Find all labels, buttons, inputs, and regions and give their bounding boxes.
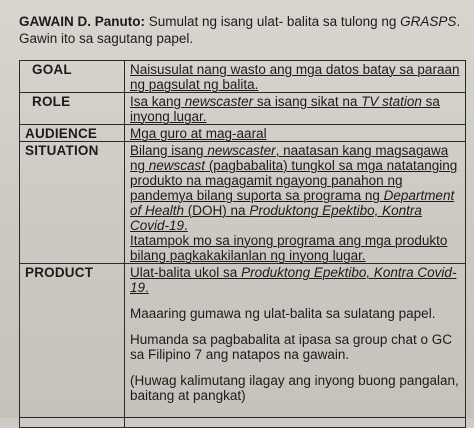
audience-text bbox=[125, 125, 466, 142]
row-product bbox=[20, 264, 466, 418]
label-situation: SITUATION bbox=[20, 142, 125, 264]
label-audience: AUDIENCE bbox=[20, 125, 125, 142]
instruction-title: GAWAIN D. Panuto: bbox=[19, 14, 145, 29]
product-text bbox=[125, 264, 466, 418]
situation-doh: Department of Health bbox=[130, 188, 455, 218]
row-next bbox=[20, 418, 466, 428]
row-role bbox=[20, 93, 466, 125]
product-paragraph-4: (Huwag kalimutang ilagay ang inyong buong pangalan, baitang at pangkat) bbox=[130, 373, 459, 403]
situation-paragraph-1 bbox=[130, 143, 461, 233]
row-audience bbox=[20, 125, 466, 142]
situation-paragraph-2: Itatampok mo sa inyong programa ang mga produkto bilang pagkakakilanlan ng inyong lugar. bbox=[130, 233, 448, 263]
situation-product-name: Produktong Epektibo, Kontra Covid-19 bbox=[130, 203, 422, 233]
product-part-1: Ulat-balita ukol sa bbox=[130, 265, 242, 280]
instruction-text-2: . Gawin ito sa sagutang papel. bbox=[19, 14, 461, 46]
product-part-end: . bbox=[145, 280, 149, 295]
situation-newscaster: newscaster bbox=[207, 143, 276, 158]
role-part-2: sa isang sikat na bbox=[253, 94, 362, 109]
situation-part-4: (DOH) na bbox=[184, 203, 250, 218]
audience-value: Mga guro at mag-aaral bbox=[130, 126, 267, 141]
role-text bbox=[125, 93, 466, 125]
situation-part-3: (pagbabalita) tungkol sa mga natatanging produkto na magagamit ngayong panahon ng pandemya bilang suporta sa programa ng bbox=[130, 158, 458, 203]
row-goal bbox=[20, 61, 466, 93]
instruction-grasps: GRASPS bbox=[400, 14, 457, 29]
label-role: ROLE bbox=[20, 93, 125, 125]
label-goal: GOAL bbox=[20, 61, 125, 93]
situation-part-2: , naatasan kang magsagawa ng bbox=[130, 143, 449, 173]
row-situation bbox=[20, 142, 466, 264]
instruction-paragraph bbox=[19, 13, 464, 47]
product-paragraph-2: Maaaring gumawa ng ulat-balita sa sulatang papel. bbox=[130, 306, 436, 321]
product-paragraph-1 bbox=[130, 265, 461, 295]
role-part-1: Isa kang bbox=[130, 94, 185, 109]
role-tv-station: TV station bbox=[361, 94, 422, 109]
instruction-text-1: Sumulat ng isang ulat- balita sa tulong ng bbox=[145, 14, 401, 29]
situation-text bbox=[125, 142, 466, 264]
situation-part-1: Bilang isang bbox=[130, 143, 208, 158]
goal-value: Naisusulat nang wasto ang mga datos batay sa paraan ng pagsulat ng balita. bbox=[130, 62, 460, 92]
role-newscaster: newscaster bbox=[184, 94, 254, 109]
role-part-3: sa inyong lugar. bbox=[130, 94, 440, 124]
situation-newscast: newscast bbox=[148, 158, 206, 173]
label-product: PRODUCT bbox=[20, 264, 125, 418]
situation-part-5: . bbox=[184, 218, 188, 233]
product-name: Produktong Epektibo, Kontra Covid-19 bbox=[130, 265, 457, 295]
goal-text bbox=[125, 61, 466, 93]
role-value bbox=[130, 94, 440, 124]
grasps-table bbox=[19, 60, 466, 428]
next-row-label bbox=[20, 418, 125, 428]
next-row-text bbox=[125, 418, 466, 428]
product-paragraph-3: Humanda sa pagbabalita at ipasa sa group chat o GC sa Filipino 7 ang natapos na gawain. bbox=[130, 332, 452, 362]
